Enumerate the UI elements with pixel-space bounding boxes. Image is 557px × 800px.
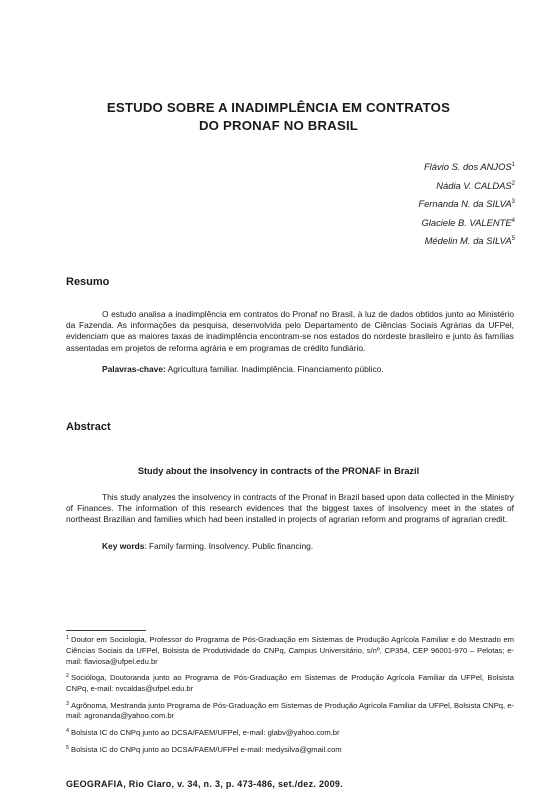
footnotes — [66, 633, 514, 759]
paper-title-line-1: ESTUDO SOBRE A INADIMPLÊNCIA EM CONTRATOS — [106, 100, 451, 115]
paper-title-line-2: DO PRONAF NO BRASIL — [198, 118, 359, 133]
paper-title — [0, 99, 557, 135]
journal-citation: GEOGRAFIA, Rio Claro, v. 34, n. 3, p. 473-486, set./dez. 2009. — [66, 779, 344, 789]
resumo-paragraph: O estudo analisa a inadimplência em contratos do Pronaf no Brasil, à luz de dados obtidos junto ao Ministério da Fazenda. As informações da pesquisa, desenvolvida pelo Departamento de Ciências Sociais Agrárias da UFPel, evidenciam que as maiores taxas de inadimplência encontram-se nos estados do nordeste brasileiro e junto às famílias assentadas em projetos de reforma agrária e em programas de crédito fundiário. — [66, 309, 514, 353]
author-1: Flávio S. dos ANJOS$^1$ — [423, 161, 515, 172]
abstract-keywords — [102, 541, 313, 551]
footnote-2: $^2$ Socióloga, Doutoranda junto ao Programa de Pós-Graduação em Sistemas de Produção Agrícola Familiar da UFPel, Bolsista CNPq, e-mail: nvcaldas@ufpel.edu.br — [66, 673, 514, 693]
key-words-text: : Family farming. Insolvency. Public financing. — [144, 541, 314, 551]
author-2: Nádia V. CALDAS$^2$ — [436, 179, 515, 191]
abstract-body — [66, 492, 514, 526]
author-list — [418, 157, 515, 250]
key-words-label: Key words — [102, 541, 145, 551]
footnote-3: $^3$ Agrônoma, Mestranda junto Programa de Pós-Graduação em Sistemas de Produção Agrícola Familiar da UFPel, Bolsista CNPq, e-mail: agronanda@yahoo.com.br — [66, 700, 514, 721]
author-5: Médelin M. da SILVA$^5$ — [424, 235, 515, 247]
keywords-label: Palavras-chave: — [102, 364, 166, 374]
abstract-heading: Abstract — [66, 421, 111, 433]
abstract-subtitle: Study about the insolvency in contracts of the PRONAF in Brazil — [137, 466, 420, 476]
footnote-4: $^4$ Bolsista IC do CNPq junto ao DCSA/FAEM/UFPel, e-mail: glabv@yahoo.com.br — [66, 727, 340, 737]
footnote-divider — [66, 630, 146, 631]
resumo-heading: Resumo — [66, 276, 110, 288]
author-4: Glaciele B. VALENTE$^4$ — [421, 216, 515, 228]
resumo-body — [66, 309, 514, 354]
footnote-1: $^1$ Doutor em Sociologia, Professor do Programa de Pós-Graduação em Sistemas de Produção Agrícola Familiar e do Mestrado em Ciências Sociais da UFPel, Bolsista de Produtividade do CNPq, Campus Universitário, s/nº, CP354, CEP 96001-970 – Pelotas; e-mail: flaviosa@ufpel.edu.br — [66, 635, 514, 666]
author-3: Fernanda N. da SILVA$^3$ — [418, 198, 515, 210]
abstract-paragraph: This study analyzes the insolvency in contracts of the Pronaf in Brazil based upon data collected in the Ministry of Finances. The information of this research evidences that the biggest taxes of insolvency meet in the states of northeast Brazilian and families which had been installed in projects of agrarian reform and programs of agrarian credit. — [66, 492, 514, 525]
resumo-keywords — [102, 364, 384, 374]
keywords-text: Agricultura familiar. Inadimplência. Financiamento público. — [167, 364, 384, 374]
footnote-5: $^5$ Bolsista IC do CNPq junto ao DCSA/FAEM/UFPel e-mail: medysilva@gmail.com — [66, 744, 342, 754]
